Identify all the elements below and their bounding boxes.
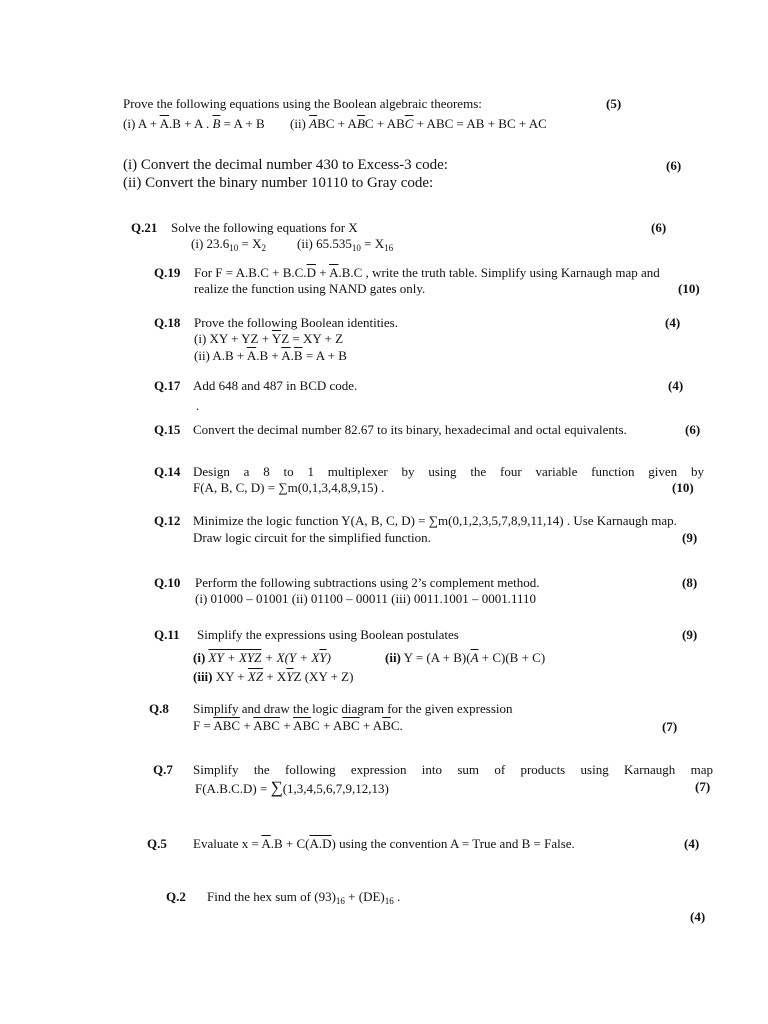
bar-term: $\overline{D}$ <box>306 265 316 280</box>
question-number: Q.10 <box>154 575 181 590</box>
term: + <box>319 718 333 733</box>
label: (iii) <box>193 669 213 684</box>
bar-term: $\overline{Y}$ <box>319 650 327 665</box>
question-number: Q.7 <box>153 762 173 777</box>
question-marks: (6) <box>685 422 701 437</box>
term: XY + <box>212 669 248 684</box>
term: A + <box>137 116 160 131</box>
sub-question-iii <box>193 669 353 685</box>
convert-marks: (6) <box>666 158 682 173</box>
convert-line-ii: (ii) Convert the binary number 10110 to Gray code: <box>123 175 434 191</box>
bar-term: $\overline{A}$ <box>246 348 257 363</box>
term: Z (XY + Z) <box>293 669 354 684</box>
sub-question-ii <box>194 348 347 364</box>
bar-term: $\overline{B}$ <box>212 116 221 131</box>
term: BC + A <box>317 116 357 131</box>
sub-question-ii <box>385 650 545 666</box>
sub-question-ii <box>297 236 393 253</box>
bar-term: $\overline{BC}$ <box>342 718 360 733</box>
question-number: Q.8 <box>149 701 169 716</box>
question-text: Perform the following subtractions using 2’s complement method. <box>195 575 540 590</box>
question-text: Minimize the logic function Y(A, B, C, D) = ∑m(0,1,2,3,5,7,8,9,11,14) . Use Karnaugh map. <box>193 513 677 528</box>
question-number: Q.11 <box>154 627 180 642</box>
term: .B.C , write the truth table. Simplify using Karnaugh map and <box>338 265 660 280</box>
question-text: Add 648 and 487 in BCD code. <box>193 378 358 393</box>
bar-term: XY <box>208 650 224 665</box>
term: = X <box>238 236 262 251</box>
question-number: Q.5 <box>147 836 167 851</box>
question-marks: (4) <box>690 909 706 924</box>
term: . <box>290 348 294 363</box>
question-marks: (4) <box>668 378 684 393</box>
label: (i) <box>193 650 206 665</box>
bar-term: $\overline{A}$ <box>159 116 169 131</box>
question-text <box>194 265 660 281</box>
question-expression <box>195 778 389 798</box>
question-number: Q.2 <box>166 889 186 904</box>
term: .B + A . <box>169 116 213 131</box>
question-text <box>207 889 400 906</box>
prove-instruction: Prove the following equations using the Boolean algebraic theorems: <box>123 96 482 111</box>
convert-line-i: (i) Convert the decimal number 430 to Excess-3 code: <box>123 157 448 173</box>
subscript: 16 <box>384 243 394 253</box>
question-text-line-2: Draw logic circuit for the simplified function. <box>193 530 431 545</box>
bar-term: $\overline{B}$ <box>382 718 391 733</box>
term: A <box>372 718 383 733</box>
bar-term: $\overline{Y}$ <box>271 331 282 346</box>
question-expression <box>193 718 403 734</box>
bar-term: $\overline{A}$ <box>261 836 271 851</box>
term: Find the hex sum of (93) <box>207 889 336 904</box>
bar-term: $\overline{C}$ <box>404 116 414 131</box>
question-marks: (7) <box>695 779 711 794</box>
term: C <box>311 718 320 733</box>
bar-term: $\overline{A}$ <box>293 718 303 733</box>
term: F = <box>193 718 214 733</box>
label: (ii) <box>385 650 401 665</box>
term: + <box>359 718 373 733</box>
question-number: Q.12 <box>154 513 181 528</box>
term: .B + C( <box>270 836 310 851</box>
question-number: Q.17 <box>154 378 181 393</box>
sub-question-i <box>194 331 343 347</box>
term: + ABC = AB + BC + AC <box>413 116 547 131</box>
bar-term: $\overline{A}$ <box>281 348 291 363</box>
term: . <box>399 718 403 733</box>
term: C <box>390 718 400 733</box>
bar-term: A.D <box>309 836 332 851</box>
question-number: Q.21 <box>131 220 158 235</box>
question-text-line-2: realize the function using NAND gates only. <box>194 281 426 296</box>
subscript: 16 <box>384 896 394 906</box>
bar-term: $\overline{Y}$ <box>286 669 294 684</box>
question-text-line-2: F(A, B, C, D) = ∑m(0,1,3,4,8,9,15) . <box>193 480 385 495</box>
term: + <box>315 265 330 280</box>
bar-term: $\overline{A}$ <box>309 116 318 131</box>
term: . <box>393 889 401 904</box>
bar-term: $\overline{ABC}$ <box>253 718 280 733</box>
bar-term: $\overline{A}$ <box>329 265 339 280</box>
sub-question-list: (i) 01000 – 01001 (ii) 01100 – 00011 (iii) 0011.1001 – 0001.1110 <box>195 591 536 606</box>
label: (i) <box>123 116 138 131</box>
label: (ii) <box>290 116 310 131</box>
term: (ii) A.B + <box>194 348 247 363</box>
term: (i) XY + YZ + <box>194 331 272 346</box>
term: A <box>332 718 343 733</box>
term: + <box>279 718 294 733</box>
question-marks: (7) <box>662 719 678 734</box>
term: (ii) 65.535 <box>297 236 352 251</box>
question-number: Q.19 <box>154 265 181 280</box>
question-marks: (4) <box>665 315 681 330</box>
bar-term: $\overline{B}$ <box>356 116 365 131</box>
term: XYZ <box>238 650 262 665</box>
question-marks: (10) <box>672 480 694 495</box>
question-text: Convert the decimal number 82.67 to its binary, hexadecimal and octal equivalents. <box>193 422 627 437</box>
sigma-symbol: ∑ <box>270 778 283 797</box>
question-number: Q.15 <box>154 422 181 437</box>
term: Z = XY + Z <box>281 331 344 346</box>
sub-question-i <box>191 236 266 253</box>
question-text: Simplify the following expression into sum of products using Karnaugh map <box>193 762 713 777</box>
prove-marks: (5) <box>606 96 622 111</box>
question-text: Simplify and draw the logic diagram for the given expression <box>193 701 513 716</box>
bar-term: $\overline{B}$ <box>293 348 303 363</box>
bar-term: $\overline{A}$ <box>470 650 479 665</box>
term: + X(Y + X <box>261 650 320 665</box>
term: + X <box>263 669 287 684</box>
prove-equation-i <box>123 116 265 132</box>
bar-term: $\overline{XZ}$ <box>247 669 264 684</box>
term: Evaluate x = <box>193 836 262 851</box>
term: ) <box>326 650 331 665</box>
term: + C)(B + C) <box>478 650 546 665</box>
term: C + AB <box>364 116 405 131</box>
question-text <box>193 836 575 852</box>
term: + <box>223 650 239 665</box>
question-marks: (8) <box>682 575 698 590</box>
term: For F = A.B.C + B.C. <box>194 265 307 280</box>
stray-dot: . <box>196 398 200 413</box>
question-text: Prove the following Boolean identities. <box>194 315 398 330</box>
term: + <box>240 718 254 733</box>
sub-question-i <box>193 650 331 666</box>
question-number: Q.18 <box>154 315 181 330</box>
term: (1,3,4,5,6,7,9,12,13) <box>282 781 389 796</box>
subscript: 2 <box>261 243 267 253</box>
subscript: 10 <box>351 243 361 253</box>
bar-term: $\overline{ABC}$ <box>213 718 241 733</box>
term: = A + B <box>302 348 347 363</box>
term: = A + B <box>220 116 265 131</box>
question-text: Design a 8 to 1 multiplexer by using the four variable function given by <box>193 464 704 479</box>
subscript: 10 <box>229 243 239 253</box>
term: ) using the convention A = True and B = False. <box>331 836 575 851</box>
question-marks: (6) <box>651 220 667 235</box>
term: + (DE) <box>344 889 385 904</box>
term: .B + <box>256 348 282 363</box>
question-marks: (9) <box>682 627 698 642</box>
prove-equation-ii <box>290 116 547 132</box>
question-number: Q.14 <box>154 464 181 479</box>
term: Y = (A + B)( <box>400 650 471 665</box>
bar-term: $\overline{B}$ <box>302 718 312 733</box>
question-marks: (9) <box>682 530 698 545</box>
term: (i) 23.6 <box>191 236 230 251</box>
bar-group <box>209 650 262 665</box>
question-marks: (4) <box>684 836 700 851</box>
question-text: Solve the following equations for X <box>171 220 358 235</box>
question-text: Simplify the expressions using Boolean postulates <box>197 627 459 642</box>
term: = X <box>360 236 385 251</box>
question-marks: (10) <box>678 281 700 296</box>
term: F(A.B.C.D) = <box>195 781 271 796</box>
subscript: 16 <box>335 896 345 906</box>
